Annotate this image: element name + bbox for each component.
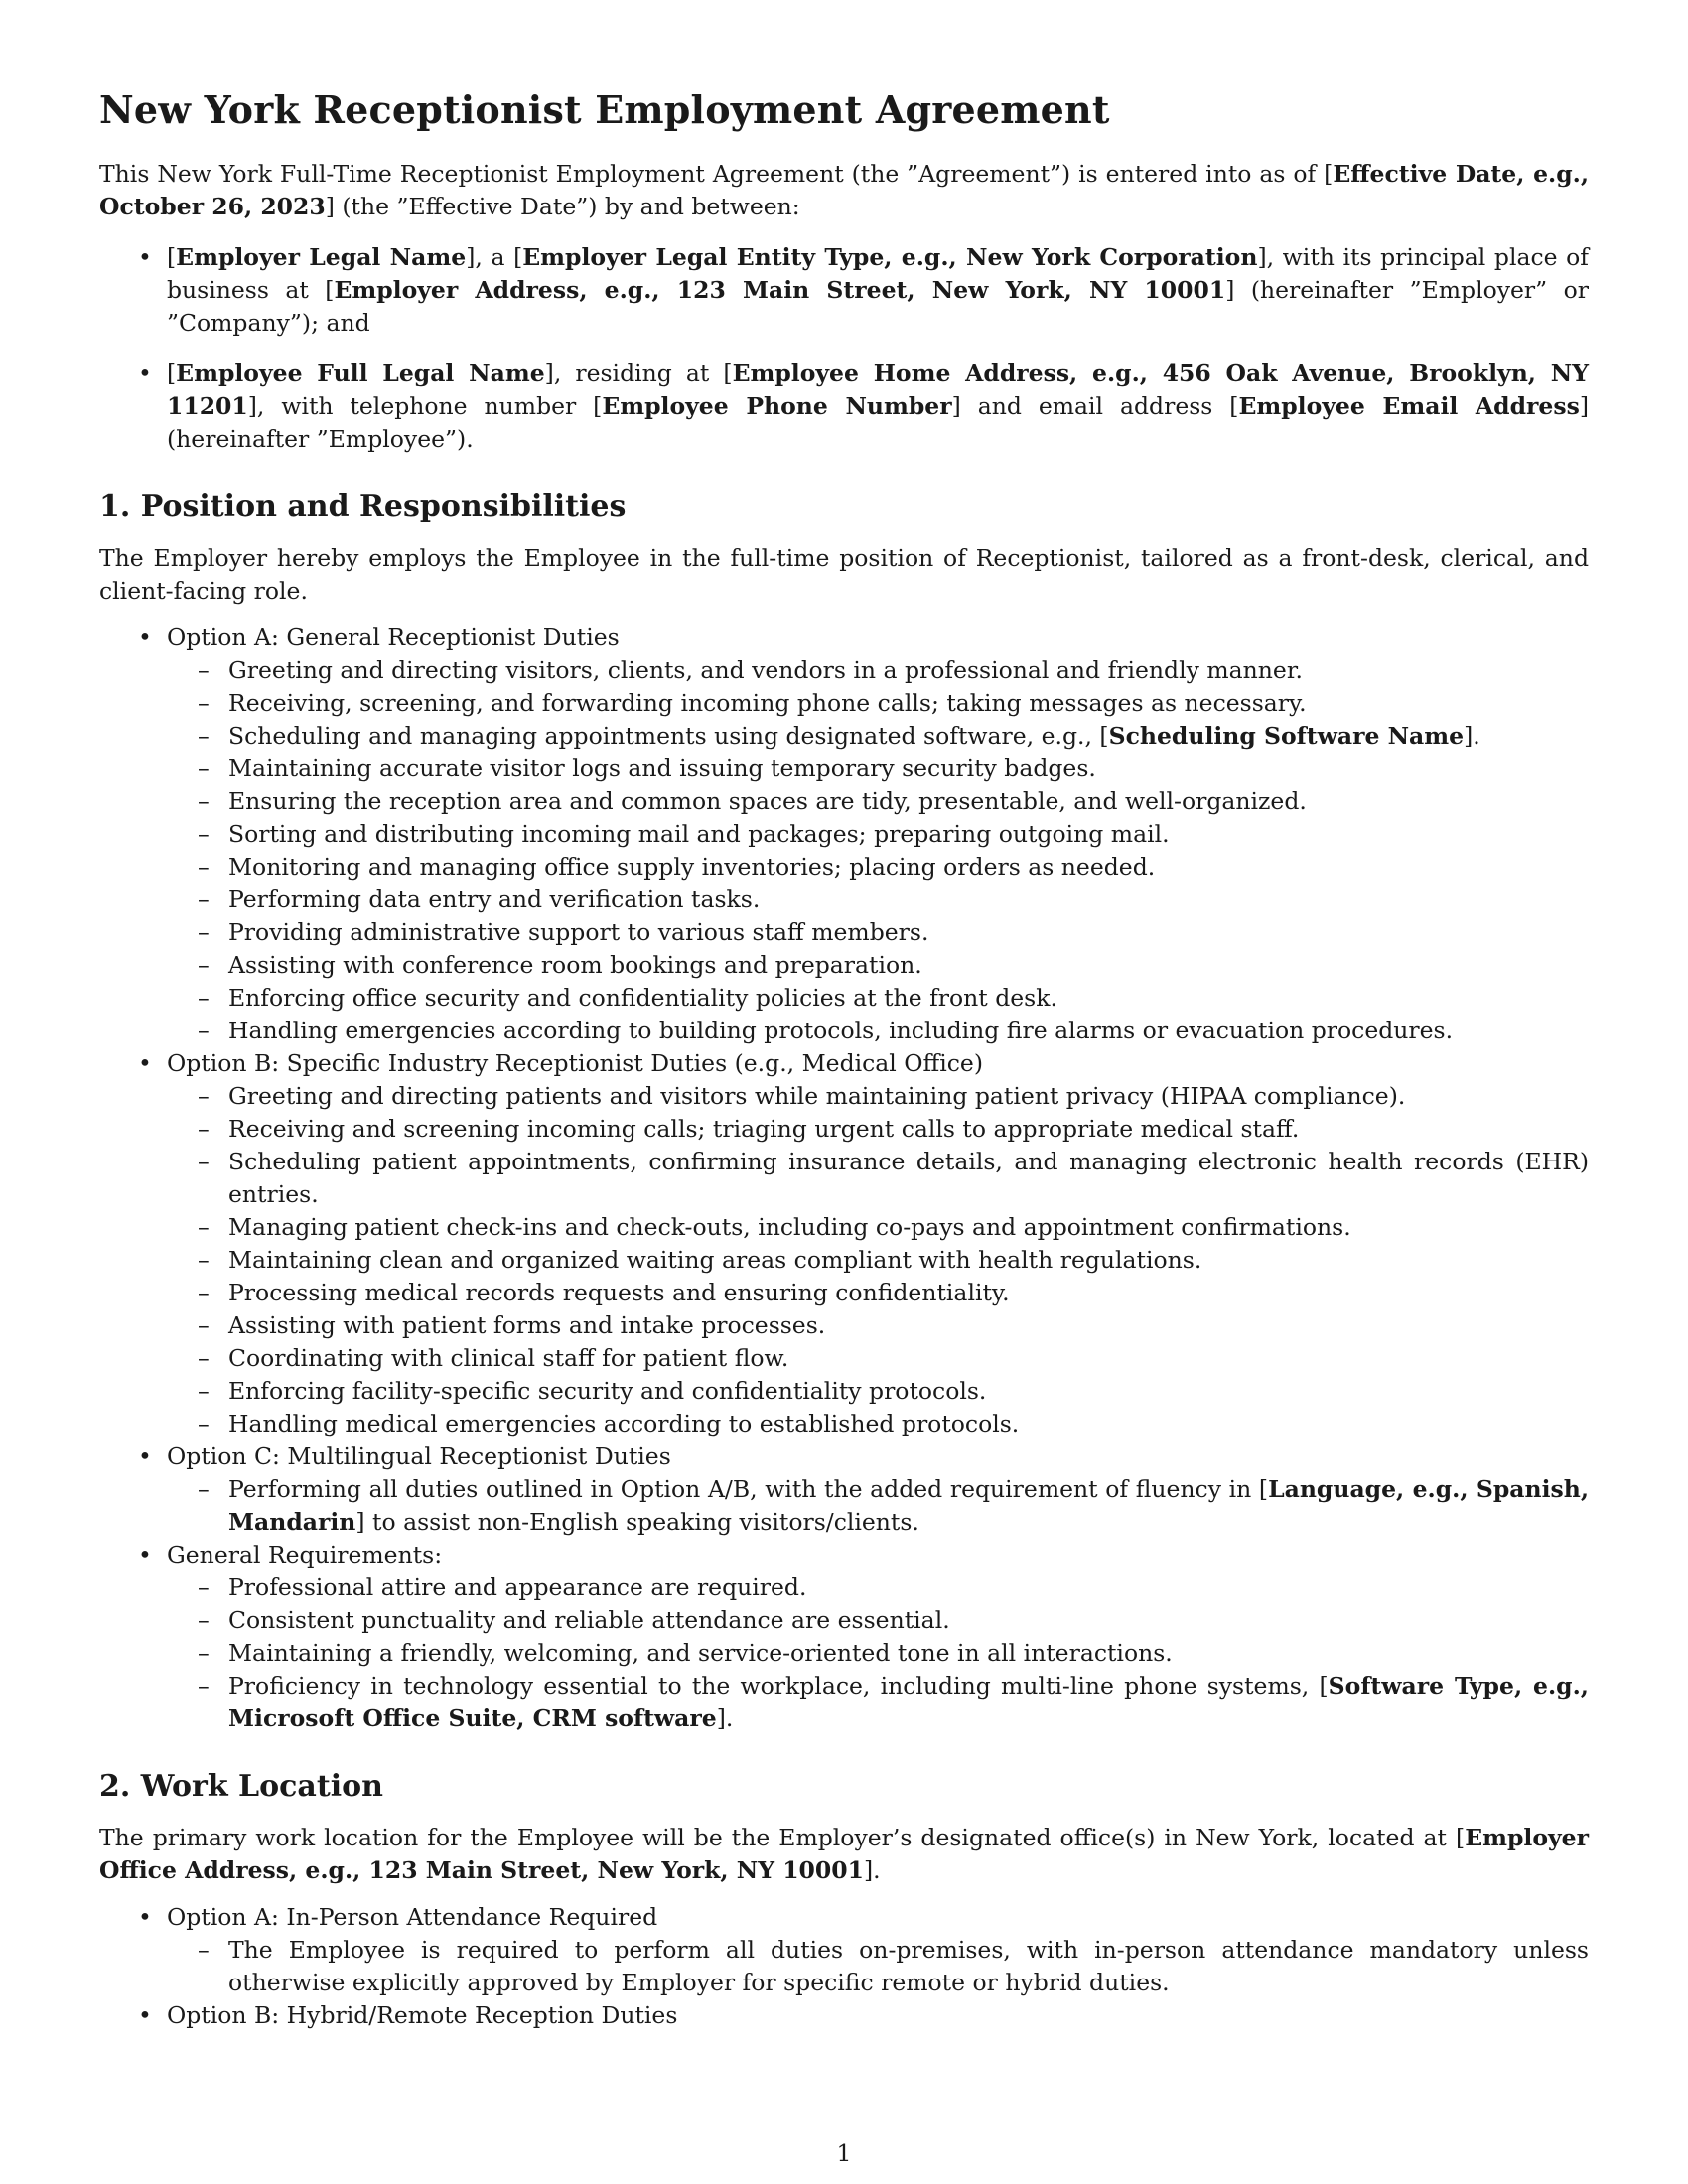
language-placeholder: Language, e.g., Spanish, Mandarin (228, 1475, 1589, 1536)
list-item: – Maintaining clean and organized waiting areas compliant with health regulations. (228, 1244, 1589, 1277)
software-type-placeholder: Software Type, e.g., Microsoft Office Suite, CRM software (228, 1672, 1589, 1732)
employer-name-placeholder: Employer Legal Name (176, 243, 467, 271)
option-label: General Requirements: (167, 1541, 443, 1569)
scheduling-software-placeholder: Scheduling Software Name (1108, 722, 1465, 750)
list-item: – Enforcing office security and confidentiality policies at the front desk. (228, 982, 1589, 1015)
list-item: – Maintaining accurate visitor logs and issuing temporary security badges. (228, 752, 1589, 785)
document-page (99, 87, 1589, 2032)
list-item: – The Employee is required to perform all duties on-premises, with in-person attendance mandatory unless otherwise explicitly approved by Employer for specific remote or hybrid duties. (228, 1934, 1589, 1999)
list-item: – Scheduling and managing appointments using designated software, e.g., [Scheduling Software Name]. (228, 720, 1589, 752)
section-2-intro: The primary work location for the Employee will be the Employer’s designated office(s) in New York, located at [Employer Office Address, e.g., 123 Main Street, New York, NY 10001]. (99, 1824, 1589, 1884)
option-label: Option A: General Receptionist Duties (167, 623, 620, 651)
employee-party: • [Employee Full Legal Name], residing at [Employee Home Address, e.g., 456 Oak Avenue, Brooklyn, NY 11201], with telephone number [Employee Phone Number] and email address [Employee Email Address] (hereinafter ”Employee”). (167, 357, 1589, 456)
employee-name-placeholder: Employee Full Legal Name (176, 359, 545, 387)
section-1-options (99, 621, 1589, 1735)
general-requirements (167, 1539, 1589, 1735)
list-item: – Enforcing facility-specific security and confidentiality protocols. (228, 1375, 1589, 1408)
option-a-general (167, 621, 1589, 1047)
list-item: – Professional attire and appearance are required. (228, 1571, 1589, 1604)
employee-email-placeholder: Employee Email Address (1238, 392, 1580, 420)
page-number: 1 (836, 2139, 852, 2167)
list-item: – Consistent punctuality and reliable attendance are essential. (228, 1604, 1589, 1637)
list-item: – Performing data entry and verification tasks. (228, 884, 1589, 916)
section-1-heading: 1. Position and Responsibilities (99, 489, 627, 524)
option-c-duties (167, 1473, 1589, 1539)
section-1-intro: The Employer hereby employs the Employee in the full-time position of Receptionist, tailored as a front-desk, clerical, and client-facing role. (99, 544, 1589, 605)
employee-address-placeholder: Employee Home Address, e.g., 456 Oak Avenue, Brooklyn, NY 11201 (167, 359, 1590, 420)
list-item: – Handling emergencies according to building protocols, including fire alarms or evacuation procedures. (228, 1015, 1589, 1047)
option-a-in-person (167, 1901, 1589, 1999)
employer-address-placeholder: Employer Address, e.g., 123 Main Street, New York, NY 10001 (334, 276, 1226, 304)
effective-date-placeholder: Effective Date, e.g., October 26, 2023 (99, 160, 1589, 220)
employer-entity-placeholder: Employer Legal Entity Type, e.g., New York Corporation (522, 243, 1258, 271)
list-item: – Receiving, screening, and forwarding incoming phone calls; taking messages as necessary. (228, 687, 1589, 720)
list-item: – Assisting with conference room bookings and preparation. (228, 949, 1589, 982)
option-b-medical (167, 1047, 1589, 1440)
list-item: – Receiving and screening incoming calls; triaging urgent calls to appropriate medical staff. (228, 1113, 1589, 1146)
employee-phone-placeholder: Employee Phone Number (602, 392, 952, 420)
document-title: New York Receptionist Employment Agreement (99, 87, 1110, 132)
section-2-heading: 2. Work Location (99, 1769, 383, 1804)
list-item: – Monitoring and managing office supply inventories; placing orders as needed. (228, 851, 1589, 884)
list-item: – Greeting and directing visitors, clients, and vendors in a professional and friendly manner. (228, 654, 1589, 687)
option-b-duties (167, 1080, 1589, 1440)
office-address-placeholder: Employer Office Address, e.g., 123 Main Street, New York, NY 10001 (99, 1824, 1589, 1884)
option-label: Option C: Multilingual Receptionist Duties (167, 1442, 671, 1470)
list-item: – Sorting and distributing incoming mail and packages; preparing outgoing mail. (228, 818, 1589, 851)
section-2-options (99, 1901, 1589, 2032)
option-a-duties (167, 654, 1589, 1047)
list-item: – Scheduling patient appointments, confirming insurance details, and managing electronic health records (EHR) entries. (228, 1146, 1589, 1211)
employer-party: • [Employer Legal Name], a [Employer Legal Entity Type, e.g., New York Corporation], with its principal place of business at [Employer Address, e.g., 123 Main Street, New York, NY 10001] (hereinafter ”Employer” or ”Company”); and (167, 241, 1589, 340)
list-item: – Providing administrative support to various staff members. (228, 916, 1589, 949)
option-c-multilingual (167, 1440, 1589, 1539)
option-b-hybrid (167, 1999, 1589, 2032)
list-item: – Greeting and directing patients and visitors while maintaining patient privacy (HIPAA compliance). (228, 1080, 1589, 1113)
list-item: – Processing medical records requests and ensuring confidentiality. (228, 1277, 1589, 1309)
list-item: – Proficiency in technology essential to the workplace, including multi-line phone systems, [Software Type, e.g., Microsoft Office Suite, CRM software]. (228, 1670, 1589, 1735)
list-item: – Assisting with patient forms and intake processes. (228, 1309, 1589, 1342)
option-label: Option A: In-Person Attendance Required (167, 1903, 658, 1931)
list-item: – Handling medical emergencies according to established protocols. (228, 1408, 1589, 1440)
parties-list (99, 241, 1589, 456)
list-item: – Managing patient check-ins and check-outs, including co-pays and appointment confirmations. (228, 1211, 1589, 1244)
option-label: Option B: Hybrid/Remote Reception Duties (167, 2001, 678, 2029)
general-requirements-list (167, 1571, 1589, 1735)
list-item: – Maintaining a friendly, welcoming, and service-oriented tone in all interactions. (228, 1637, 1589, 1670)
list-item: – Performing all duties outlined in Option A/B, with the added requirement of fluency in [Language, e.g., Spanish, Mandarin] to assist non-English speaking visitors/clients. (228, 1473, 1589, 1539)
list-item: – Ensuring the reception area and common spaces are tidy, presentable, and well-organized. (228, 785, 1589, 818)
intro-paragraph: This New York Full-Time Receptionist Employment Agreement (the ”Agreement”) is entered into as of [Effective Date, e.g., October 26, 2023] (the ”Effective Date”) by and between: (99, 160, 1589, 220)
list-item: – Coordinating with clinical staff for patient flow. (228, 1342, 1589, 1375)
option-a-in-person-details (167, 1934, 1589, 1999)
option-label: Option B: Specific Industry Receptionist Duties (e.g., Medical Office) (167, 1049, 984, 1077)
